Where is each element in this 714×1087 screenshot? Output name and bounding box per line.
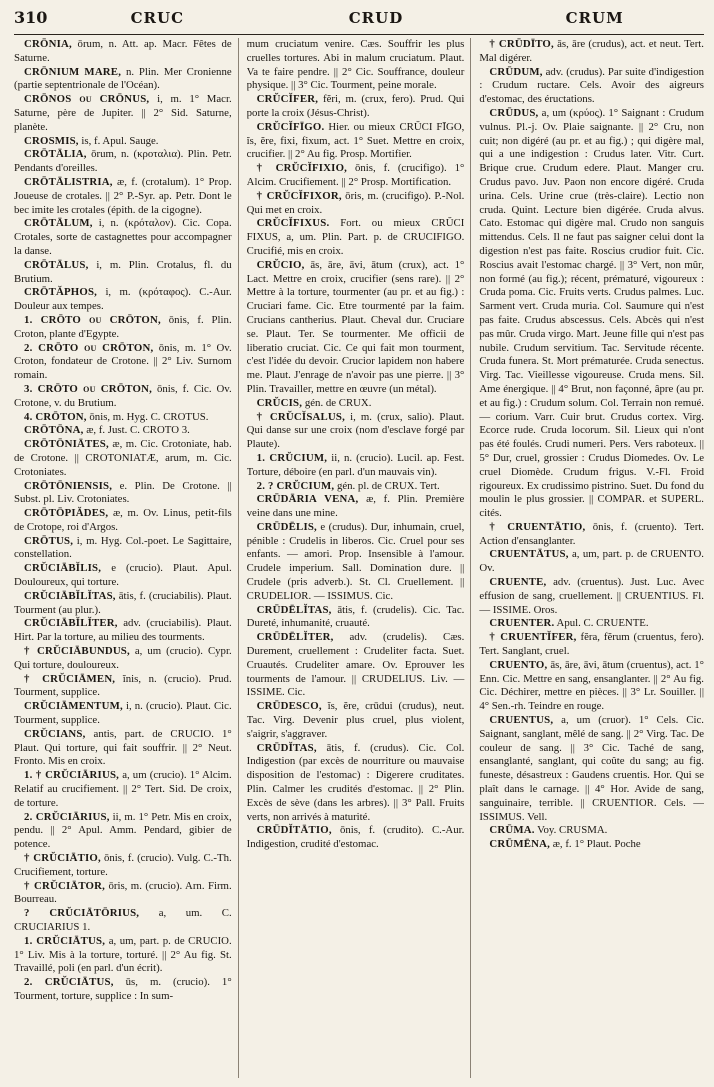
entry-headword: CRŌTŌNIĀTES, bbox=[24, 438, 109, 451]
entry-headword: CRUENTĀTUS, bbox=[489, 548, 569, 561]
entry-definition: a, um (cruor). 1° Cels. Cic. Saignant, sanglant, mêlé de sang. || 2° Virg. Tac. De couleur de sang. || 3° Cic. Taché de sang, ensanglanté, sanglant, qui coûte du sang; au fig. funeste, désastreux : Gaudens cruentis. Hor. Qui se plaît dans le carnage. || 4° Hor. Avide de sang, sanguinaire, terrible. || CRUENTIOR. Cels. — ISSIMUS. Vell. bbox=[479, 714, 704, 823]
dictionary-entry bbox=[14, 93, 232, 134]
entry-headword: 1. CRŬCIĀTUS, bbox=[24, 934, 106, 947]
entry-headword: † CRŬCIĀTOR, bbox=[24, 879, 106, 892]
dictionary-entry bbox=[247, 411, 465, 452]
page-number: 310 bbox=[14, 8, 48, 27]
dictionary-entry bbox=[479, 659, 704, 714]
dictionary-entry bbox=[247, 162, 465, 190]
entry-definition: ātis, f. (cruciabilis). Plaut. Tourment (au plur.). bbox=[14, 589, 232, 616]
entry-headword: 2. CRŬCIĀRIUS, bbox=[24, 810, 110, 823]
entry-definition: adv. (cruciabilis). Plaut. Hirt. Par la torture, au milieu des tourments. bbox=[14, 617, 232, 644]
entry-headword: CRUENTO, bbox=[489, 658, 548, 671]
entry-headword: 1. CRŌTO ou CRŌTON, bbox=[24, 313, 161, 326]
entry-headword: CRŌTĀLUS, bbox=[24, 258, 89, 271]
entry-definition: ōrum, n. Att. ap. Macr. Fêtes de Saturne. bbox=[14, 38, 232, 64]
entry-definition: ās, āre (crudus), act. et neut. Tert. Mal digérer. bbox=[479, 38, 704, 64]
entry-headword: CRŬCIĀBĬLĬTER, bbox=[24, 617, 118, 630]
entry-headword: CRŬCIĀBĬLĬTAS, bbox=[24, 589, 116, 602]
dictionary-entry bbox=[14, 424, 232, 438]
entry-headword: CRUENTER. bbox=[489, 617, 555, 630]
entry-definition: ii, n. (crucio). Lucil. ap. Fest. Torture, déboire (en parl. d'un mauvais vin). bbox=[246, 451, 465, 478]
dictionary-entry bbox=[14, 728, 232, 769]
dictionary-entry bbox=[14, 562, 232, 590]
entry-headword: CRŌTUS, bbox=[24, 534, 74, 547]
entry-headword: 2. CRŬCIĀTUS, bbox=[24, 976, 114, 989]
entry-headword: CRŪDUS, bbox=[489, 106, 539, 119]
dictionary-entry bbox=[14, 438, 232, 479]
entry-definition: a, um. C. CRUCIARIUS 1. bbox=[14, 907, 232, 933]
dictionary-entry bbox=[479, 617, 704, 631]
dictionary-entry bbox=[247, 190, 465, 218]
dictionary-entry bbox=[14, 535, 232, 563]
dictionary-entry bbox=[14, 38, 232, 66]
entry-headword: CRŌNOS ou CRŌNUS, bbox=[24, 93, 150, 106]
entry-headword: CRŪDĒLĬTAS, bbox=[256, 603, 332, 616]
entry-definition: ĭs, ĕre, crūdui (crudus), neut. Tac. Virg. Devenir plus cruel, plus violent, s'aigrir, s'aggraver. bbox=[246, 700, 465, 740]
entry-definition: e (crudus). Dur, inhumain, cruel, pénible : Crudelis in liberos. Cic. Cruel pour ses enfants. — amori. Prop. Insensible à l'amour. Crudele imperium. Sall. Domination dure. || Crudele (pris adverb.). St. Cl. Cruellement. || CRUDELIOR. — ISSIMUS. Cic. bbox=[246, 520, 465, 602]
entry-headword: CRŪDĬTAS, bbox=[256, 741, 317, 754]
dictionary-entry bbox=[247, 604, 465, 632]
entry-definition: i, m. Plin. Crotalus, fl. du Brutium. bbox=[14, 258, 232, 285]
entry-headword: CRŬCIO, bbox=[256, 258, 305, 271]
entry-headword: CRUENTUS, bbox=[489, 714, 554, 727]
entry-definition: Hier. ou mieux CRŬCI FĪGO, ĭs, ĕre, fixi, fixum, act. 1° Suet. Mettre en croix, crucifier. || 2° Au fig. Prosp. Mortifier. bbox=[246, 120, 465, 161]
entry-headword: CRŌTŌPIĂDES, bbox=[24, 507, 109, 520]
dictionary-entry bbox=[247, 521, 465, 604]
entry-headword: CRŪDĒLIS, bbox=[256, 520, 317, 533]
entry-definition: i, m. 1° Macr. Saturne, père de Jupiter. || 2° Sid. Saturne, planète. bbox=[14, 93, 232, 133]
dictionary-entry bbox=[14, 148, 232, 176]
entry-definition: i, n. (crucio). Plaut. Cic. Tourment, supplice. bbox=[14, 700, 232, 727]
dictionary-entry bbox=[247, 38, 465, 93]
entry-definition: ōnis, f. (crudito). C.-Aur. Indigestion, crudité d'estomac. bbox=[246, 824, 465, 851]
guide-word-left: CRUC bbox=[130, 9, 185, 27]
entry-definition: æ, f. (crotalum). 1° Prop. Joueuse de crotales. || 2° P.-Syr. ap. Petr. Dont le bec imite les crotales (épith. de la cigogne). bbox=[14, 175, 232, 216]
dictionary-entry bbox=[479, 838, 704, 852]
entry-definition: i, m. (κρόταφος). C.-Aur. Douleur aux tempes. bbox=[14, 286, 232, 313]
entry-headword: CRŌTĀLIA, bbox=[24, 148, 87, 161]
dictionary-entry bbox=[247, 217, 465, 258]
dictionary-entry bbox=[14, 852, 232, 880]
entry-definition: æ, f. Plin. Première veine dans une mine. bbox=[246, 493, 465, 520]
dictionary-entry bbox=[479, 824, 704, 838]
entry-headword: 3. CRŌTO ou CRŌTON, bbox=[24, 382, 153, 395]
dictionary-entry bbox=[479, 631, 704, 659]
entry-headword: CRUENTE, bbox=[489, 576, 547, 589]
dictionary-entry bbox=[14, 700, 232, 728]
dictionary-entry bbox=[247, 631, 465, 700]
dictionary-entry bbox=[14, 907, 232, 935]
dictionary-entry bbox=[247, 700, 465, 741]
dictionary-entry bbox=[247, 259, 465, 397]
entry-headword: CRŪDĒLĬTER, bbox=[256, 631, 334, 644]
dictionary-entry bbox=[479, 548, 704, 576]
column-left bbox=[14, 38, 239, 1078]
entry-definition: i, m. Hyg. Col.-poet. Le Sagittaire, constellation. bbox=[14, 534, 232, 561]
dictionary-entry bbox=[479, 714, 704, 824]
entry-definition: a, um, part. p. de CRUENTO. Ov. bbox=[479, 548, 704, 575]
column-middle bbox=[247, 38, 472, 1078]
entry-definition: mum cruciatum venire. Cæs. Souffrir les plus cruelles tortures. Abi in malum cruciatum. Plaut. Va te faire pendre. || 2° Cic. Souffrance, douleur physique. || 3° Cic. Tourment, peine morale. bbox=[246, 38, 465, 92]
entry-definition: adv. (cruentus). Just. Luc. Avec effusion de sang, cruellement. || CRUENTIUS. Fl. — ISSIME. Oros. bbox=[479, 576, 704, 616]
entry-definition: æ, f. Just. C. CROTO 3. bbox=[86, 424, 190, 437]
entry-headword: † CRŬCIĀTIO, bbox=[24, 852, 101, 865]
dictionary-entry bbox=[14, 617, 232, 645]
dictionary-entry bbox=[14, 769, 232, 810]
dictionary-entry bbox=[14, 383, 232, 411]
entry-headword: CRŌTĀLISTRIA, bbox=[24, 175, 113, 188]
guide-word-center: CRUD bbox=[348, 9, 404, 27]
entry-headword: † CRŬCIĀMEN, bbox=[24, 672, 116, 685]
dictionary-entry bbox=[14, 314, 232, 342]
entry-definition: ōris, m. (crucifigo). P.-Nol. Qui met en croix. bbox=[246, 189, 465, 216]
entry-definition: fĕri, m. (crux, fero). Prud. Qui porte la croix (Jésus-Christ). bbox=[246, 93, 465, 119]
dictionary-columns bbox=[14, 38, 704, 1078]
dictionary-entry bbox=[14, 811, 232, 852]
entry-definition: a, um (crucio). Cypr. Qui torture, douloureux. bbox=[14, 645, 232, 671]
entry-headword: † CRŬCIĀBUNDUS, bbox=[24, 645, 130, 658]
entry-headword: † CRŬCĬFIXIO, bbox=[256, 162, 348, 175]
entry-definition: is, f. Apul. Sauge. bbox=[81, 134, 159, 147]
entry-definition: adv. (crudelis). Cæs. Durement, cruellement : Crudeliter facta. Suet. Cruautés. Crudeliter amare. Ov. Eprouver les tourments de l'amour. || CRUDELIUS. Liv. — ISSIME. Cic. bbox=[246, 631, 465, 699]
entry-headword: CRŪDESCO, bbox=[256, 700, 322, 713]
entry-headword: 1. CRŬCIUM, bbox=[256, 451, 328, 464]
dictionary-entry bbox=[247, 493, 465, 521]
dictionary-entry bbox=[14, 135, 232, 149]
entry-definition: a, um (κρύος). 1° Saignant : Crudum vulnus. Pl.-j. Ov. Plaie saignante. || 2° Cru, non cuit; non digéré (au pr. et au fig.) ; qui digère mal, qui a une indigestion : Crudus later. Vitr. Curt. Brique crue. Crudum edere. Plaut. Manger cru. Crudus pavo. Juv. Paon non encore digéré. Cruda urina. Cels. Urine crue (très-claire). Lectio non cruda. Quint. Lecture bien digérée. Cruda alvus. Cato. Estomac qui digère mal. Crudo non sanguis mittendus. Cels. Il ne faut pas saigner celui dont la digestion n'est pas faite. Roscius crudior fuit. Cic. Roscius avait l'estomac chargé. || 3° Vert, non mûr, non formé (au fig.); récent, prématuré, vigoureux : Cruda poma. Cic. Fruits verts. Crudus palmes. Luc. Sarment vert. Cruda muria. Col. Saumure qui n'est pas faite. Crudus abscessus. Cels. Abcès qui n'est pas mûr. Cruda virgo. Mart. Jeune fille qui n'est pas nubile. Crudum servitium. Tac. Servitude récente. Cruda funera. St. Mort prématurée. Cruda senectus. Virg. Tac. Vieillesse vigoureuse. Cruda mens. Sil. Ame énergique. || 4° Brut, non façonné, âpre (au pr. et au fig.) : Crudum solum. Col. Terrain non remué. — corium. Varr. Cuir brut. Crudus cortex. Virg. Ecorce rude. Cruda locorum. Sil. Lieux qui n'ont pas été foulés. Crudi numeri. Pers. Vers raboteux. || 5° Dur, cruel, grossier : Crudus Diomedes. Ov. Le cruel Diomède. Crudum frigus. V.-Fl. Froid rigoureux. Ex crudissimo pistrino. Suet. Du fond du moulin le plus grossier. || COMPAR. et SUPERL. cités. bbox=[479, 106, 704, 520]
entry-headword: † CRŪDĪTO, bbox=[489, 38, 554, 50]
entry-headword: CRŪMA. bbox=[489, 824, 535, 837]
entry-headword: CRŬCIĀMENTUM, bbox=[24, 700, 123, 713]
dictionary-entry bbox=[247, 452, 465, 480]
entry-headword: CRŬCĬFĪGO. bbox=[256, 120, 325, 133]
dictionary-entry bbox=[14, 645, 232, 673]
dictionary-entry bbox=[14, 976, 232, 1004]
entry-definition: n. Plin. Mer Cronienne (partie septentrionale de l'Océan). bbox=[14, 65, 232, 92]
entry-headword: ? CRŬCIĀTŌRIUS, bbox=[24, 907, 140, 920]
entry-definition: antis, part. de CRUCIO. 1° Plaut. Qui torture, qui fait souffrir. || 2° Neut. Fronto. Mis en croix. bbox=[14, 727, 232, 768]
entry-definition: ōnis, f. (cruento). Tert. Action d'ensanglanter. bbox=[479, 520, 704, 547]
entry-headword: CRŌNIA, bbox=[24, 38, 72, 50]
entry-headword: CRŬCIĀBĬLIS, bbox=[24, 562, 102, 575]
entry-headword: † CRUENTĬFER, bbox=[489, 631, 577, 644]
entry-definition: gén. de CRUX. bbox=[304, 396, 372, 409]
entry-headword: † CRŬCĬFIXOR, bbox=[256, 189, 342, 202]
dictionary-entry bbox=[247, 121, 465, 162]
dictionary-entry bbox=[14, 673, 232, 701]
dictionary-entry bbox=[14, 217, 232, 258]
entry-definition: i, n. (κρόταλον). Cic. Copa. Crotales, sorte de castagnettes pour accompagner la danse. bbox=[14, 217, 232, 257]
entry-definition: fĕra, fĕrum (cruentus, fero). Tert. Sanglant, cruel. bbox=[479, 631, 704, 658]
entry-definition: ōnis, f. Plin. Croton, plante d'Egypte. bbox=[14, 313, 232, 340]
entry-definition: ōnis, m. Hyg. C. CROTUS. bbox=[89, 410, 209, 423]
dictionary-entry bbox=[247, 742, 465, 825]
entry-definition: ii, m. 1° Petr. Mis en croix, pendu. || 2° Apul. Amm. Pendard, gibier de potence. bbox=[14, 810, 232, 851]
entry-headword: † CRŬCĬSALUS, bbox=[256, 410, 346, 423]
entry-definition: æ, m. Ov. Linus, petit-fils de Crotope, roi d'Argos. bbox=[14, 507, 232, 533]
dictionary-entry bbox=[14, 342, 232, 383]
entry-definition: ōrum, n. (κροταλια). Plin. Petr. Pendants d'oreilles. bbox=[14, 148, 232, 175]
entry-headword: CRŬCĬFIXUS. bbox=[256, 217, 330, 230]
dictionary-entry bbox=[479, 107, 704, 521]
entry-headword: CRŌTĀLUM, bbox=[24, 217, 93, 230]
entry-headword: CRŪDĬTĀTIO, bbox=[256, 824, 332, 837]
dictionary-entry bbox=[14, 507, 232, 535]
entry-definition: e (crucio). Plaut. Apul. Douloureux, qui torture. bbox=[14, 562, 232, 589]
entry-definition: æ, f. 1° Plaut. Poche bbox=[552, 838, 641, 851]
entry-headword: CRŪDĀRIA VENA, bbox=[256, 493, 359, 506]
dictionary-entry bbox=[479, 38, 704, 66]
entry-definition: a, um (crucio). 1° Alcim. Relatif au crucifiement. || 2° Tert. Sid. De croix, de torture. bbox=[14, 769, 232, 809]
entry-definition: a, um, part. p. de CRUCIO. 1° Liv. Mis à la torture, torturé. || 2° Au fig. St. Travaillé, poli (en parl. d'un écrit). bbox=[14, 934, 232, 975]
dictionary-entry bbox=[479, 576, 704, 617]
entry-headword: 2. CRŌTO ou CRŌTON, bbox=[24, 341, 154, 354]
entry-definition: Apul. C. CRUENTE. bbox=[556, 617, 649, 630]
dictionary-entry bbox=[14, 66, 232, 94]
entry-definition: i, m. (crux, salio). Plaut. Qui danse sur une croix (nom d'esclave forgé par Plaute). bbox=[246, 410, 465, 451]
dictionary-entry bbox=[14, 411, 232, 425]
entry-definition: ōris, m. (crucio). Arn. Firm. Bourreau. bbox=[14, 879, 232, 906]
entry-definition: ās, āre, āvi, ātum (cruentus), act. 1° Enn. Cic. Mettre en sang, ensanglanter. || 2° Au fig. Cic. Déchirer, mettre en pièces. || 3° Lr. Souiller. || 4° Sen.-rh. Teindre en rouge. bbox=[479, 658, 704, 713]
dictionary-entry bbox=[247, 480, 465, 494]
entry-definition: ōnis, m. 1° Ov. Croton, fondateur de Crotone. || 2° Liv. Surnom romain. bbox=[14, 341, 232, 382]
entry-headword: CRŌTŌNA, bbox=[24, 424, 84, 437]
entry-headword: 4. CRŌTON, bbox=[24, 410, 87, 423]
dictionary-entry bbox=[14, 480, 232, 508]
dictionary-entry bbox=[14, 935, 232, 976]
entry-definition: Voy. CRUSMA. bbox=[537, 824, 608, 837]
dictionary-entry bbox=[14, 880, 232, 908]
entry-headword: CRŌNIUM MARE, bbox=[24, 65, 122, 78]
entry-headword: CRŬCIANS, bbox=[24, 727, 86, 740]
dictionary-entry bbox=[14, 259, 232, 287]
entry-definition: ĭnis, n. (crucio). Prud. Tourment, supplice. bbox=[14, 672, 232, 699]
entry-definition: ōnis, f. (crucio). Vulg. C.-Th. Crucifiement, torture. bbox=[14, 852, 232, 878]
entry-headword: CRŌTŌNIENSIS, bbox=[24, 479, 113, 492]
entry-headword: CRŌTĂPHOS, bbox=[24, 286, 98, 299]
entry-definition: e. Plin. De Crotone. || Subst. pl. Liv. Crotoniates. bbox=[14, 479, 232, 506]
dictionary-entry bbox=[247, 93, 465, 121]
dictionary-entry bbox=[14, 286, 232, 314]
entry-headword: † CRUENTĀTIO, bbox=[489, 520, 586, 533]
entry-definition: ātis, f. (crudus). Cic. Col. Indigestion (par excès de nourriture ou mauvaise disposition de l'estomac) : Digerere cruditates. Plin. Calmer les crudités d'estomac. || 2° Plin. Excès de sève (dans les arbres). || 3° Pall. Fruits verts, non arrivés à maturité. bbox=[246, 741, 465, 823]
entry-headword: CRŬCĬFER, bbox=[256, 93, 319, 106]
entry-definition: ōnis, f. (crucifigo). 1° Alcim. Crucifiement. || 2° Prosp. Mortification. bbox=[246, 162, 465, 188]
entry-headword: CRŪMĒNA, bbox=[489, 838, 551, 851]
entry-definition: gén. pl. de CRUX. Tert. bbox=[336, 479, 440, 492]
entry-definition: Fort. ou mieux CRŬCI FIXUS, a, um. Plin. Part. p. de CRUCIFIGO. Crucifié, mis en croix. bbox=[246, 217, 465, 257]
entry-headword: 1. † CRŬCIĀRIUS, bbox=[24, 769, 120, 782]
dictionary-entry bbox=[479, 521, 704, 549]
entry-definition: æ, m. Cic. Crotoniate, hab. de Crotone. || CROTONIATÆ, arum, m. Cic. Crotoniates. bbox=[14, 438, 232, 478]
entry-definition: adv. (crudus). Par suite d'indigestion : Crudum ructare. Cels. Avoir des aigreurs d'estomac, des éructations. bbox=[479, 65, 704, 106]
entry-headword: CRŬCIS, bbox=[256, 396, 303, 409]
entry-headword: CROSMIS, bbox=[24, 134, 79, 147]
entry-headword: CRŪDUM, bbox=[489, 65, 543, 78]
dictionary-entry bbox=[247, 824, 465, 852]
entry-headword: 2. ? CRŬCIUM, bbox=[256, 479, 335, 492]
entry-definition: ātis, f. (crudelis). Cic. Tac. Dureté, inhumanité, cruauté. bbox=[246, 603, 465, 630]
entry-definition: ūs, m. (crucio). 1° Tourment, torture, supplice : In sum- bbox=[14, 976, 232, 1002]
running-header bbox=[14, 8, 704, 35]
dictionary-entry bbox=[247, 397, 465, 411]
dictionary-entry bbox=[14, 590, 232, 618]
dictionary-entry bbox=[14, 176, 232, 217]
dictionary-entry bbox=[479, 66, 704, 107]
entry-definition: ōnis, f. Cic. Ov. Crotone, v. du Brutium. bbox=[14, 382, 232, 409]
guide-word-right: CRUM bbox=[565, 9, 624, 27]
entry-definition: ās, āre, āvi, ātum (crux), act. 1° Lact. Mettre en croix, crucifier (sens rare). || 2° Mettre à la torture, tourmenter (au pr. et au fig.) : Cruciari fame. Cic. Etre tourmenté par la faim. Crucians cantherius. Plaut. Cheval dur. Cruciare se. Plaut. Ter. Se tourmenter. Me officii de liberatio cruciat. Cic. Ce qui fait mon tourment, c'est l'idée du devoir. Crucior lapidem non habere me. Plaut. J'enrage de n'avoir pas une pierre. || 3° Plin. Travailler, mettre en œuvre (un métal). bbox=[246, 258, 465, 395]
column-right bbox=[479, 38, 704, 1078]
